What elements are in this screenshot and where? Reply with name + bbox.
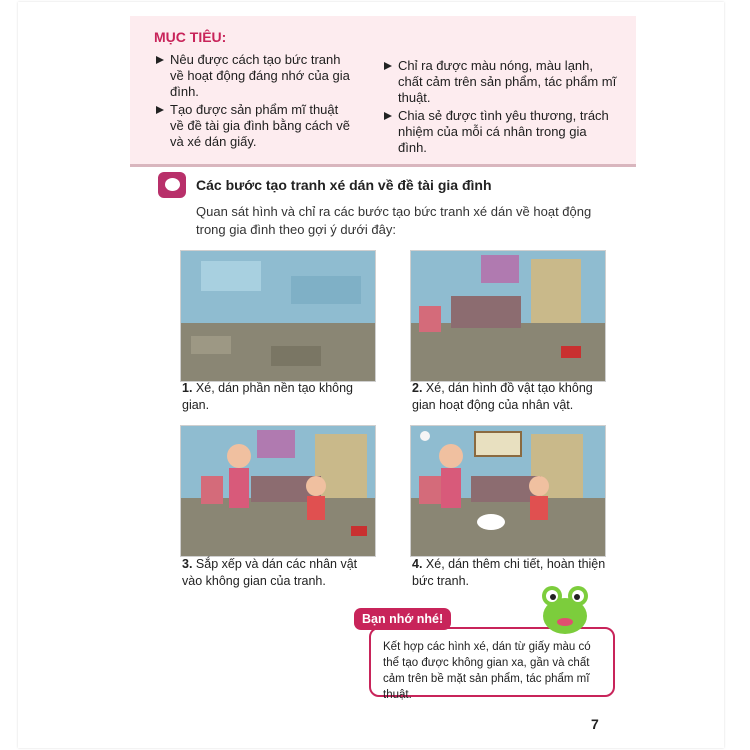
step-text: Xé, dán thêm chi tiết, hoàn thiện bức tranh.: [412, 557, 606, 588]
goal-item: Tạo được sản phẩm mĩ thuật về đề tài gia đình bằng cách vẽ và xé dán giấy.: [154, 102, 354, 150]
note-title: Bạn nhớ nhé!: [354, 608, 451, 630]
step-number: 3.: [182, 557, 193, 571]
hands-icon: [158, 172, 186, 198]
goals-title: MỤC TIÊU:: [154, 29, 227, 45]
goals-left-list: [154, 52, 354, 152]
goal-item: Chỉ ra được màu nóng, màu lạnh, chất cảm trên sản phẩm, tác phẩm mĩ thuật.: [382, 58, 617, 106]
page-number: 7: [591, 716, 599, 732]
step-1-caption: [182, 380, 382, 414]
section-intro: Quan sát hình và chỉ ra các bước tạo bức tranh xé dán về hoạt động trong gia đình theo gợi ý dưới đây:: [196, 204, 592, 237]
step-text: Xé, dán hình đồ vật tạo không gian hoạt động của nhân vật.: [412, 381, 593, 412]
goals-right-list: [382, 58, 617, 158]
step-1-picture: [180, 250, 376, 382]
goals-box: [130, 16, 636, 167]
section-title: Các bước tạo tranh xé dán về đề tài gia đình: [196, 177, 492, 193]
step-text: Xé, dán phần nền tạo không gian.: [182, 381, 354, 412]
step-number: 4.: [412, 557, 423, 571]
step-3-caption: [182, 556, 378, 590]
step-number: 2.: [412, 381, 423, 395]
goal-item: Nêu được cách tạo bức tranh về hoạt động đáng nhớ của gia đình.: [154, 52, 354, 100]
note-text: Kết hợp các hình xé, dán từ giấy màu có thể tạo được không gian xa, gần và chất cảm trên bề mặt sản phẩm, tác phẩm mĩ thuật.: [383, 641, 591, 701]
step-4-picture: [410, 425, 606, 557]
step-text: Sắp xếp và dán các nhân vật vào không gian của tranh.: [182, 557, 358, 588]
step-3-picture: [180, 425, 376, 557]
step-2-caption: [412, 380, 608, 414]
step-2-picture: [410, 250, 606, 382]
step-number: 1.: [182, 381, 193, 395]
goal-item: Chia sẻ được tình yêu thương, trách nhiệm của mỗi cá nhân trong gia đình.: [382, 108, 617, 156]
frog-mascot-icon: [530, 578, 600, 638]
